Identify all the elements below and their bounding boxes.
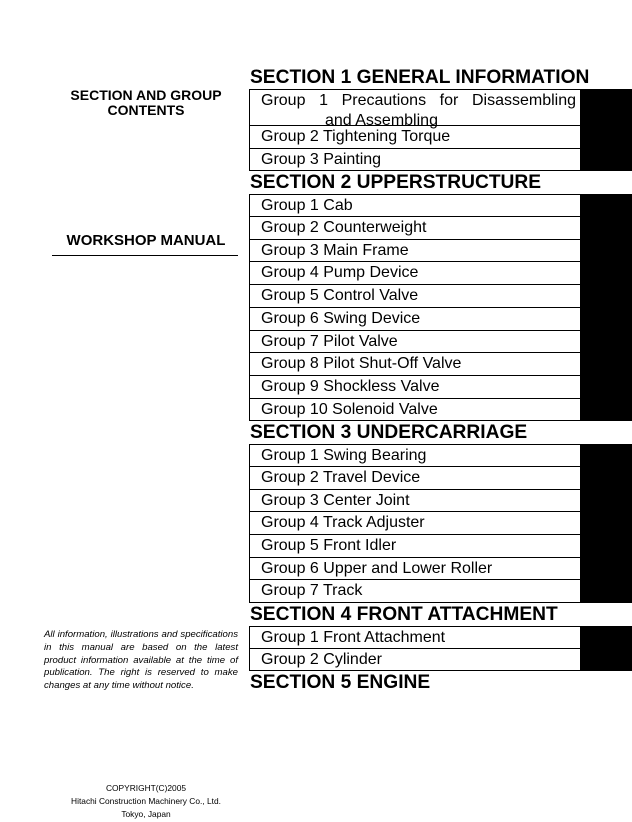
group-label-text: Group 4 Pump Device <box>261 264 419 282</box>
group-label-text: Group 2 Tightening Torque <box>261 128 451 145</box>
section-tab-marker <box>580 557 631 580</box>
disclaimer-text: All information, illustrations and specifications in this manual are based on the latest product information available at the time of publication. The right is reserved to make changes at any time without notice. <box>44 629 238 692</box>
group-row[interactable] <box>249 285 632 308</box>
location-line: Tokyo, Japan <box>121 809 171 819</box>
group-label-text: Group 10 Solenoid Valve <box>261 400 438 418</box>
group-label-text: Group 4 Track Adjuster <box>261 514 425 532</box>
section-tab-marker <box>580 148 631 171</box>
group-label-text: Group 1 Front Attachment <box>261 629 446 647</box>
group-label-text: Group 2 Cylinder <box>261 650 382 668</box>
section-tab-marker <box>580 194 631 216</box>
group-row[interactable] <box>249 126 632 149</box>
section-tab-marker <box>580 579 631 602</box>
section-tab-marker <box>580 648 631 671</box>
group-row[interactable] <box>249 353 632 376</box>
section-tab-marker <box>580 216 631 239</box>
group-label <box>261 581 576 601</box>
group-label <box>261 491 576 511</box>
copyright-block <box>48 782 244 821</box>
section-tab-marker <box>580 261 631 284</box>
group-label <box>261 127 576 147</box>
section-tab-marker <box>580 284 631 307</box>
section-tab-marker <box>580 398 631 421</box>
group-label <box>261 536 576 556</box>
group-label <box>261 468 576 488</box>
group-row[interactable] <box>249 444 632 467</box>
group-label-text: Group 7 Pilot Valve <box>261 332 398 350</box>
section-title-4[interactable]: SECTION 4 FRONT ATTACHMENT <box>250 604 558 626</box>
group-label-text: Group 1 Precautions for Disassembling <box>261 92 576 109</box>
section-title-5[interactable]: SECTION 5 ENGINE <box>250 672 431 694</box>
section-tab-marker <box>580 466 631 489</box>
group-row[interactable] <box>249 376 632 399</box>
section-tab-marker <box>580 125 631 148</box>
group-label <box>261 446 576 466</box>
group-row[interactable] <box>249 262 632 285</box>
copyright-line: COPYRIGHT(C)2005 <box>105 783 187 793</box>
group-label-text: Group 2 Counterweight <box>261 219 427 237</box>
group-row[interactable] <box>249 149 632 172</box>
group-row[interactable] <box>249 580 632 603</box>
manual-title-rule <box>52 255 238 256</box>
group-row[interactable] <box>249 626 632 649</box>
group-label <box>261 400 576 420</box>
section-tab-marker <box>580 375 631 398</box>
group-label-text: Group 6 Swing Device <box>261 309 421 327</box>
group-label <box>261 218 576 238</box>
section-tab-marker <box>580 626 631 648</box>
section-title-3[interactable]: SECTION 3 UNDERCARRIAGE <box>250 422 528 444</box>
group-label <box>261 286 576 306</box>
group-label-text: Group 8 Pilot Shut-Off Valve <box>261 355 462 373</box>
group-label-text: Group 2 Travel Device <box>261 468 421 486</box>
section-tab-marker <box>580 444 631 466</box>
group-row[interactable] <box>249 89 632 129</box>
group-label-text: Group 3 Painting <box>261 150 382 168</box>
group-label-text: Group 1 Cab <box>261 197 353 215</box>
section-tab-marker <box>580 511 631 534</box>
group-label <box>261 309 576 329</box>
group-row[interactable] <box>249 240 632 263</box>
group-label <box>261 628 576 648</box>
group-label-text: Group 5 Front Idler <box>261 537 397 554</box>
section-contents-list <box>249 66 632 694</box>
group-label <box>261 196 576 216</box>
section-tab-marker <box>580 307 631 330</box>
group-label-text: Group 5 Control Valve <box>261 287 419 305</box>
contents-heading <box>48 88 244 118</box>
group-label-text: Group 9 Shockless Valve <box>261 377 440 395</box>
group-row[interactable] <box>249 649 632 672</box>
section-title-2[interactable]: SECTION 2 UPPERSTRUCTURE <box>250 172 542 194</box>
group-label <box>261 377 576 397</box>
group-row[interactable] <box>249 194 632 217</box>
contents-heading-line-1: SECTION AND GROUP <box>70 87 222 103</box>
section-tab-marker <box>580 89 631 125</box>
group-label <box>261 513 576 533</box>
group-label <box>261 241 576 261</box>
group-row[interactable] <box>249 331 632 354</box>
group-row[interactable] <box>249 558 632 581</box>
group-label <box>261 263 576 283</box>
section-tab-marker <box>580 489 631 512</box>
group-label-text: Group 1 Swing Bearing <box>261 447 427 465</box>
group-label-text: Group 3 Center Joint <box>261 491 410 509</box>
group-label <box>261 650 576 670</box>
section-title-1[interactable]: SECTION 1 GENERAL INFORMATION <box>250 67 590 88</box>
group-row[interactable] <box>249 308 632 331</box>
group-row[interactable] <box>249 535 632 558</box>
group-label <box>261 354 576 374</box>
group-label-continuation: and Assembling <box>325 112 438 129</box>
group-row[interactable] <box>249 399 632 422</box>
group-label <box>261 91 576 131</box>
group-row[interactable] <box>249 467 632 490</box>
section-tab-marker <box>580 239 631 262</box>
publisher-line: Hitachi Construction Machinery Co., Ltd. <box>71 796 221 806</box>
group-label-text: Group 7 Track <box>261 582 363 600</box>
section-tab-marker <box>580 330 631 353</box>
section-tab-marker <box>580 534 631 557</box>
group-label-text: Group 3 Main Frame <box>261 241 409 259</box>
group-row[interactable] <box>249 217 632 240</box>
group-row[interactable] <box>249 490 632 513</box>
group-label-text: Group 6 Upper and Lower Roller <box>261 559 493 577</box>
group-label <box>261 150 576 170</box>
group-label <box>261 332 576 352</box>
contents-heading-line-2: CONTENTS <box>107 102 185 118</box>
group-label <box>261 559 576 579</box>
manual-title: WORKSHOP MANUAL <box>66 232 226 249</box>
group-row[interactable] <box>249 512 632 535</box>
section-tab-marker <box>580 352 631 375</box>
